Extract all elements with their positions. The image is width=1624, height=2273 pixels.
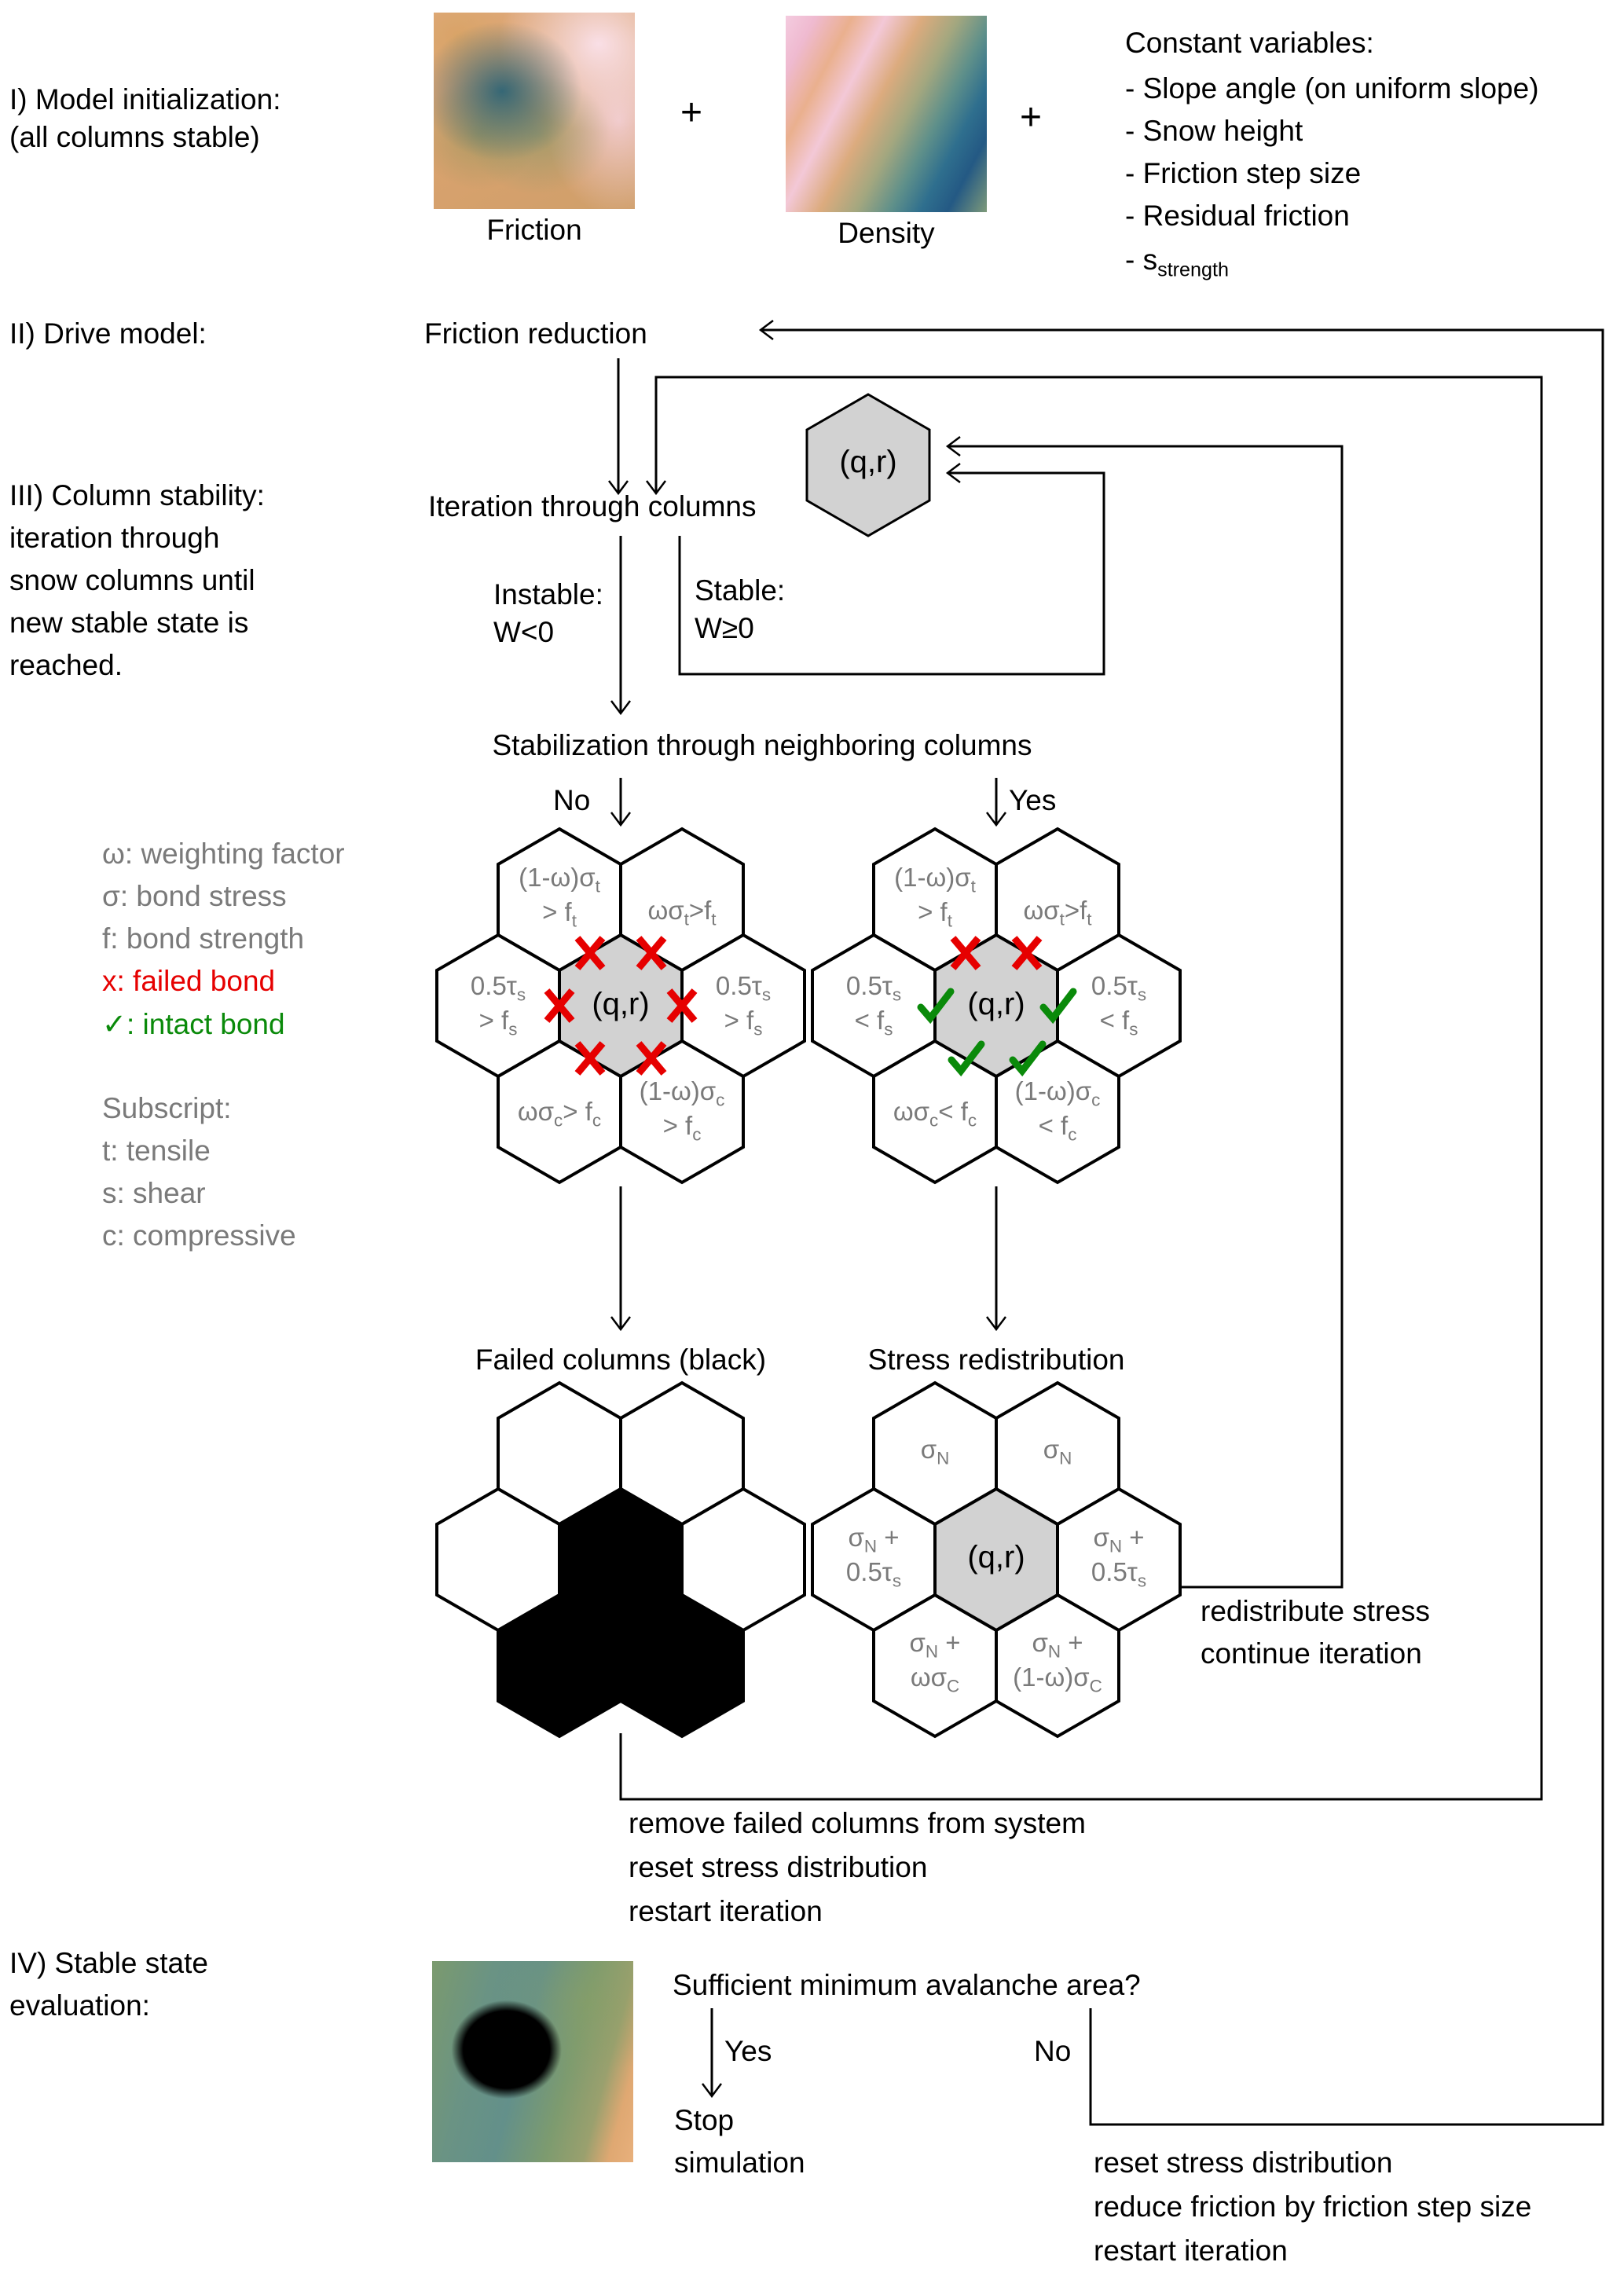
friction-map-label: Friction [486, 214, 582, 246]
section3-title-line3: snow columns until [9, 564, 255, 596]
cell-label-line: $0.5\tau_s$ [1091, 1557, 1147, 1591]
iteration-node: Iteration through columns [428, 490, 757, 522]
section1-title-line2: (all columns stable) [9, 121, 260, 153]
cell-label-line: $0.5\tau_s$ [1091, 971, 1147, 1005]
cell-label-se [995, 1628, 1120, 1697]
cell-label-ne: $\sigma_N$ [1043, 1435, 1072, 1468]
section4-title-line2: evaluation: [9, 1989, 150, 2022]
cell-label-line: $0.5\tau_s$ [715, 971, 772, 1005]
cell-label-line: < $f_s$ [854, 1006, 893, 1039]
avalanche-area-image [432, 1961, 633, 2162]
legend-f: f: bond strength [102, 922, 305, 955]
cell-label-line: > $f_c$ [662, 1111, 702, 1145]
remove-note-line2: reset stress distribution [629, 1851, 928, 1883]
section1-title-line1: I) Model initialization: [9, 83, 281, 115]
redistribute-note-line2: continue iteration [1201, 1637, 1422, 1670]
avalanche-question: Sufficient minimum avalanche area? [673, 1969, 1141, 2001]
density-map-label: Density [838, 217, 935, 249]
cell-label-line: $\sigma_N$ + [1032, 1628, 1083, 1662]
legend-shear: s: shear [102, 1177, 206, 1209]
section2-title: II) Drive model: [9, 317, 207, 350]
cell-label-line: < $f_s$ [1099, 1006, 1138, 1039]
cell-label-line: > $f_s$ [724, 1006, 763, 1039]
cell-label-sw: $\omega\sigma_c> f_c$ [517, 1097, 602, 1131]
constants-title: Constant variables: [1125, 27, 1374, 59]
stress-redistribution-label: Stress redistribution [867, 1344, 1125, 1376]
constant-item: - Residual friction [1125, 200, 1350, 232]
cell-label-w [811, 1523, 937, 1592]
cell-label-e [680, 971, 806, 1040]
cell-label-nw [872, 863, 998, 932]
cell-label-line: > $f_t$ [542, 897, 577, 931]
cell-label-center: (q,r) [592, 987, 650, 1021]
yes-label: Yes [1009, 784, 1057, 816]
instable-condition: W<0 [493, 616, 555, 648]
cell-label-line: $(1-\omega)\sigma_t$ [519, 863, 600, 896]
cell-label-line: $0.5\tau_s$ [470, 971, 526, 1005]
reset-note-line3: restart iteration [1094, 2235, 1288, 2267]
no-label: No [553, 784, 591, 816]
cell-label-line: $0.5\tau_s$ [845, 971, 902, 1005]
cell-label-w [435, 971, 561, 1040]
cell-label-center: (q,r) [967, 987, 1025, 1021]
friction-reduction-node: Friction reduction [424, 317, 647, 350]
cell-label-e [1056, 971, 1182, 1040]
cell-label-line: > $f_t$ [918, 897, 952, 931]
cell-label-line: $(1-\omega)\sigma_C$ [1013, 1663, 1102, 1696]
cell-label-ne: $\omega\sigma_t>f_t$ [1023, 896, 1092, 929]
legend-tensile: t: tensile [102, 1135, 211, 1167]
cell-label-nw: $\sigma_N$ [920, 1435, 950, 1468]
legend-failed-bond: x: failed bond [102, 965, 276, 997]
plus-icon: + [1020, 97, 1043, 138]
section3-title-line4: new stable state is [9, 607, 249, 639]
cell-label-line: $(1-\omega)\sigma_c$ [639, 1076, 725, 1110]
cell-label-sw [872, 1628, 998, 1697]
cell-label-line: $(1-\omega)\sigma_t$ [894, 863, 976, 896]
stable-condition: W≥0 [695, 612, 754, 644]
reset-note-line1: reset stress distribution [1094, 2147, 1393, 2179]
constant-item: - Snow height [1125, 115, 1303, 147]
cell-label-e [1056, 1523, 1182, 1592]
failed-columns-label: Failed columns (black) [475, 1344, 767, 1376]
qr-hexagon-label: (q,r) [839, 445, 897, 479]
cell-label-line: > $f_s$ [478, 1006, 518, 1039]
section3-title-line5: reached. [9, 649, 123, 681]
stable-label: Stable: [695, 574, 786, 607]
legend-compressive: c: compressive [102, 1219, 296, 1252]
redistribute-note-line1: redistribute stress [1201, 1595, 1430, 1627]
stabilization-node: Stabilization through neighboring columns [492, 729, 1032, 761]
stop-simulation-line2: simulation [674, 2147, 805, 2179]
cell-label-w [811, 971, 937, 1040]
cell-label-sw: $\omega\sigma_c< f_c$ [893, 1097, 977, 1131]
cell-label-line: $(1-\omega)\sigma_c$ [1014, 1076, 1101, 1110]
legend-sigma: σ: bond stress [102, 880, 287, 912]
cell-label-se [619, 1076, 745, 1146]
cell-label-line: $\sigma_N$ + [848, 1523, 900, 1556]
friction-map-image [434, 13, 635, 209]
no-label-section4: No [1034, 2035, 1072, 2067]
cell-label-line: < $f_c$ [1038, 1111, 1077, 1145]
cell-label-line: $\sigma_N$ + [1093, 1523, 1145, 1556]
remove-note-line3: restart iteration [629, 1895, 823, 1927]
reset-note-line2: reduce friction by friction step size [1094, 2191, 1532, 2223]
density-map-image [786, 16, 987, 212]
cell-label-ne: $\omega\sigma_t>f_t$ [647, 896, 717, 929]
cell-label-line: $\omega\sigma_C$ [910, 1663, 960, 1696]
section3-title-line1: III) Column stability: [9, 479, 265, 511]
constant-item: - Slope angle (on uniform slope) [1125, 72, 1539, 104]
cell-label-center: (q,r) [967, 1540, 1025, 1575]
constant-item-sstrength: - $s_{strength}$ [1125, 244, 1230, 281]
cell-label-se [995, 1076, 1120, 1146]
cell-label-line: $\sigma_N$ + [909, 1628, 961, 1662]
constant-item: - Friction step size [1125, 157, 1362, 189]
section4-title-line1: IV) Stable state [9, 1947, 208, 1979]
legend-subscript-title: Subscript: [102, 1092, 232, 1124]
cell-label-line: $0.5\tau_s$ [845, 1557, 902, 1591]
stop-simulation-line1: Stop [674, 2104, 735, 2136]
legend-intact-bond: ✓: intact bond [102, 1008, 285, 1040]
plus-icon: + [680, 92, 703, 134]
yes-label-section4: Yes [724, 2035, 772, 2067]
section3-title-line2: iteration through [9, 522, 220, 554]
remove-note-line1: remove failed columns from system [629, 1807, 1086, 1839]
cell-label-nw [497, 863, 622, 932]
legend-omega: ω: weighting factor [102, 838, 345, 870]
instable-label: Instable: [493, 578, 603, 610]
